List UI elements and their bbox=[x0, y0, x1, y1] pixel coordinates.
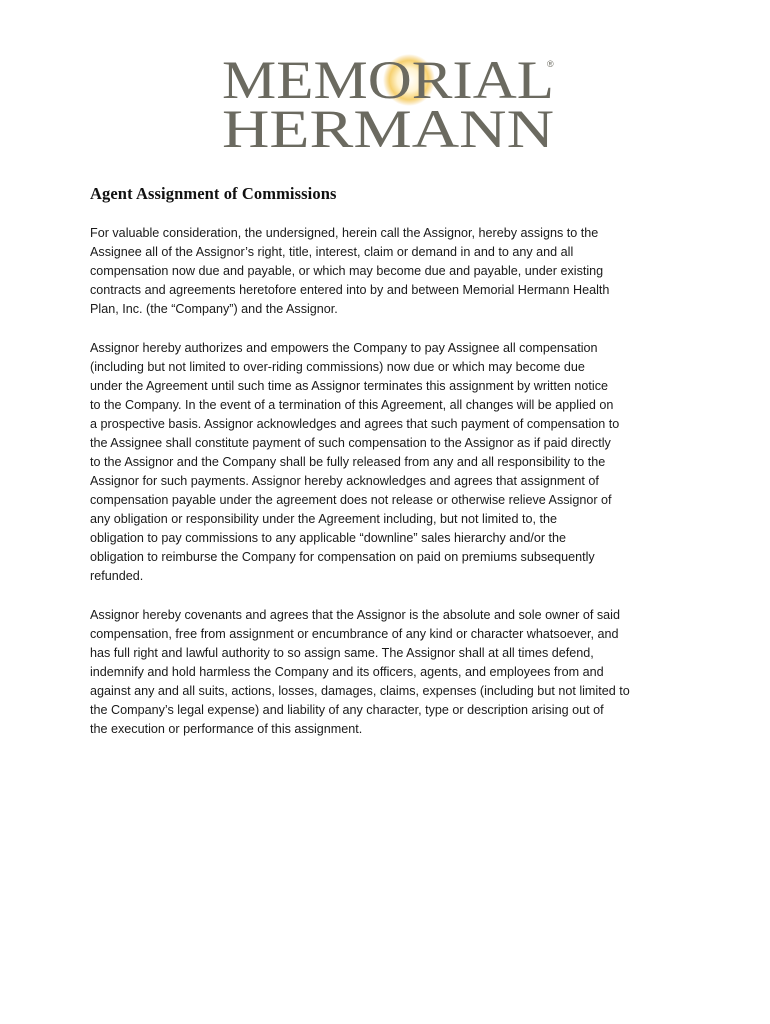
memorial-hermann-logo bbox=[218, 52, 558, 150]
document-body bbox=[90, 224, 690, 759]
document-title: Agent Assignment of Commissions bbox=[90, 184, 337, 203]
paragraph-authorization: Assignor hereby authorizes and empowers the Company to pay Assignee all compensation (including but not limited to over-riding commissions) now due or which may become due under the Agreement until such time as Assignor terminates this assignment by written notice to the Company. In the event of a termination of this Agreement, all changes will be applied on a prospective basis. Assignor acknowledges and agrees that such payment of compensation to the Assignee shall constitute payment of such compensation to the Assignor as if paid directly to the Assignor and the Company shall be fully released from any and all responsibility to the Assignor for such payments. Assignor hereby acknowledges and agrees that assignment of compensation payable under the agreement does not release or otherwise relieve Assignor of any obligation or responsibility under the Agreement including, but not limited to, the obligation to pay commissions to any applicable “downline” sales hierarchy and/or the obligation to reimburse the Company for compensation on paid on premiums subsequently refunded. bbox=[90, 341, 620, 583]
memorial-hermann-logo-graphic bbox=[218, 52, 558, 150]
registered-mark: ® bbox=[547, 59, 554, 69]
logo-line-memorial: MEMORIAL bbox=[222, 52, 554, 110]
logo-line-hermann: HERMANN bbox=[222, 99, 554, 150]
paragraph-assignment: For valuable consideration, the undersigned, herein call the Assignor, hereby assigns to the Assignee all of the Assignor’s right, title, interest, claim or demand in and to any and all compensation now due and payable, or which may become due and payable, under existing contracts and agreements heretofore entered into by and between Memorial Hermann Health Plan, Inc. (the “Company”) and the Assignor. bbox=[90, 226, 610, 316]
paragraph-covenants: Assignor hereby covenants and agrees that the Assignor is the absolute and sole owner of said compensation, free from assignment or encumbrance of any kind or character whatsoever, and has full right and lawful authority to so assign same. The Assignor shall at all times defend, indemnify and hold harmless the Company and its officers, agents, and employees from and against any and all suits, actions, losses, damages, claims, expenses (including but not limited to the Company’s legal expense) and liability of any character, type or description arising out of the execution or performance of this assignment. bbox=[90, 608, 630, 736]
